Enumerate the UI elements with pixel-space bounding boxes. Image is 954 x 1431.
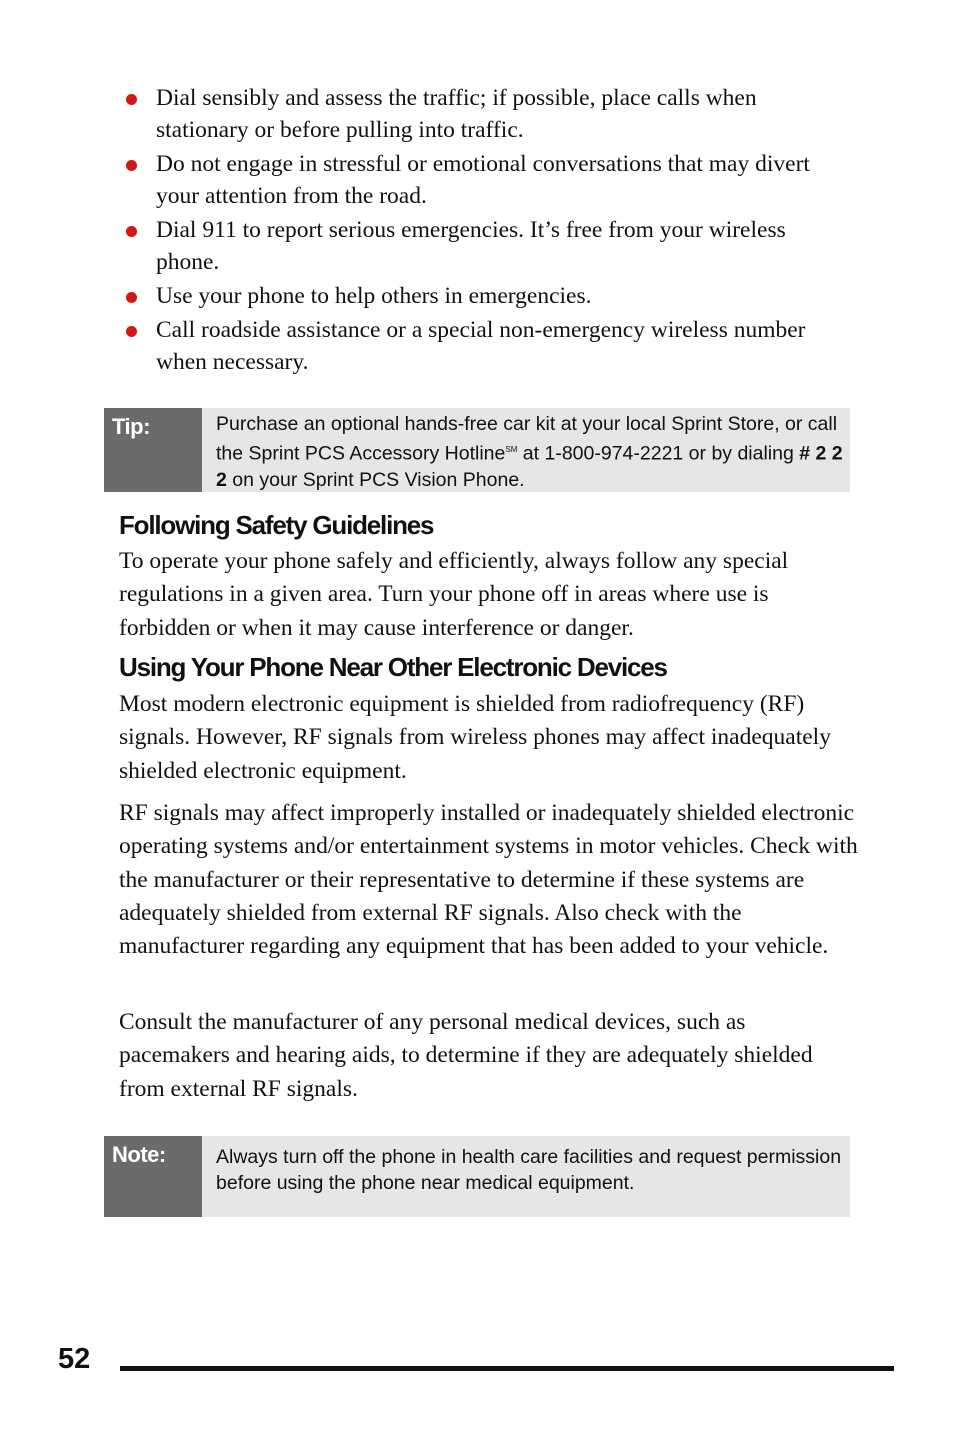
list-item xyxy=(126,314,846,378)
footer-rule xyxy=(120,1366,894,1371)
bullet-icon xyxy=(126,94,137,105)
list-item xyxy=(126,148,846,212)
list-item xyxy=(126,214,846,278)
tip-callout xyxy=(104,408,850,492)
service-mark: SM xyxy=(505,445,518,454)
note-label: Note: xyxy=(104,1136,202,1217)
bullet-icon xyxy=(126,326,137,337)
page-number: 52 xyxy=(58,1343,91,1375)
bullet-text: Call roadside assistance or a special non-emergency wireless number when necessary. xyxy=(156,317,806,375)
tip-dial-code: # 2 2 2 xyxy=(216,442,843,491)
bullet-icon xyxy=(126,292,137,303)
note-callout xyxy=(104,1136,850,1217)
list-item xyxy=(126,280,846,312)
section-heading-electronic-devices: Using Your Phone Near Other Electronic Devices xyxy=(119,652,667,682)
tip-text-part: on your Sprint PCS Vision Phone. xyxy=(226,468,525,491)
bullet-icon xyxy=(126,226,137,237)
bullet-icon xyxy=(126,160,137,171)
section-body-safety: To operate your phone safely and efficiently, always follow any special regulations in a given area. Turn your phone off in areas where use is forbidden or when it may cause interference or danger. xyxy=(119,548,789,641)
note-text: Always turn off the phone in health care facilities and request permission before using the phone near medical equipment. xyxy=(202,1136,850,1217)
bullet-text: Use your phone to help others in emergencies. xyxy=(156,283,592,309)
bullet-text: Dial sensibly and assess the traffic; if possible, place calls when stationary or before pulling into traffic. xyxy=(156,85,757,143)
list-item xyxy=(126,82,846,146)
paragraph: RF signals may affect improperly installed or inadequately shielded electronic operating systems and/or entertainment systems in motor vehicles. Check with the manufacturer or their representative to determine if these systems are adequately shielded from external RF signals. Also check with the manufacturer regarding any equipment that has been added to your vehicle. xyxy=(119,800,858,960)
tip-text xyxy=(202,408,850,492)
bullet-text: Dial 911 to report serious emergencies. It’s free from your wireless phone. xyxy=(156,217,786,275)
safety-bullet-list xyxy=(126,82,846,380)
tip-text-part: Purchase an optional hands-free car kit at your local Sprint Store, or call the Sprint PCS Accessory Hotline xyxy=(216,413,838,465)
paragraph: Consult the manufacturer of any personal medical devices, such as pacemakers and hearing aids, to determine if they are adequately shielded from external RF signals. xyxy=(119,1009,813,1102)
bullet-text: Do not engage in stressful or emotional conversations that may divert your attention from the road. xyxy=(156,151,810,209)
paragraph: Most modern electronic equipment is shielded from radiofrequency (RF) signals. However, RF signals from wireless phones may affect inadequately shielded electronic equipment. xyxy=(119,691,831,784)
section-heading-safety: Following Safety Guidelines xyxy=(119,510,434,540)
tip-label: Tip: xyxy=(104,408,202,492)
tip-text-part: at 1-800-974-2221 or by dialing xyxy=(517,442,800,465)
